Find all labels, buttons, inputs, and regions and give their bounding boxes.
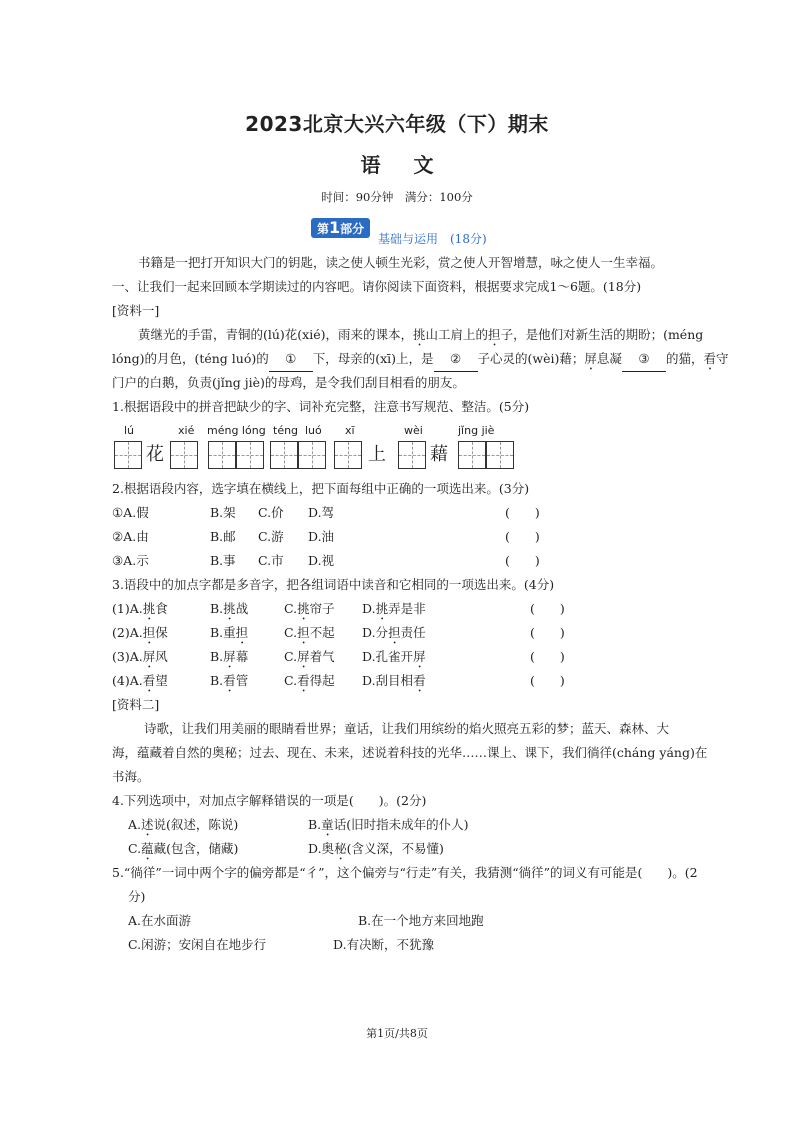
- q5-option-b[interactable]: B.在一个地方来回地跑: [358, 913, 484, 928]
- opt-text: C.: [284, 625, 298, 640]
- opt-text: 弄是非: [388, 601, 426, 616]
- grid-char: 花: [146, 444, 164, 465]
- material1-line3: 门户的白鹅，负责(jǐng jiè)的母鸡，是令我们刮目相看的朋友。: [112, 375, 465, 390]
- opt-text: (4)A.: [112, 673, 143, 688]
- pinyin-label: jǐng jiè: [458, 424, 495, 437]
- opt-text: B.: [210, 673, 224, 688]
- opt-text: C.: [128, 841, 142, 856]
- dotted-char: 秘: [334, 841, 347, 856]
- m1-text: 子，是他们对新生活的期盼；(méng: [500, 327, 704, 342]
- question-5-cont: 分): [128, 889, 146, 904]
- q3-option-a[interactable]: [112, 597, 168, 623]
- opt-text: 说(叙述，陈说): [153, 817, 239, 832]
- q3-option-c[interactable]: [284, 597, 335, 623]
- pinyin-label: téng: [273, 424, 299, 437]
- page-footer: 第1页/共8页: [366, 1027, 428, 1040]
- answer-paren[interactable]: ( ): [530, 625, 565, 640]
- dotted-char: 屏: [142, 649, 156, 664]
- q2-option-c[interactable]: C.价: [258, 505, 284, 520]
- q5-option-d[interactable]: D.有决断，不犹豫: [333, 937, 435, 952]
- q2-option-a[interactable]: ①A.假: [112, 505, 149, 520]
- m1-text: lóng)的月色，(téng luó)的: [112, 351, 269, 366]
- m1-text: 下，母亲的(xī)上，是: [312, 351, 434, 366]
- pinyin-label: luó: [305, 424, 322, 437]
- q3-option-b[interactable]: [210, 597, 248, 623]
- q2-option-a[interactable]: ②A.由: [112, 529, 149, 544]
- dotted-char: 童: [321, 817, 334, 832]
- dotted-char: 述: [141, 817, 154, 832]
- grid-cell[interactable]: [398, 441, 426, 469]
- m1-text: 息凝: [596, 351, 622, 366]
- blank-2[interactable]: ②: [434, 347, 478, 372]
- answer-paren[interactable]: ( ): [505, 553, 540, 568]
- material1-label: [资料一]: [112, 303, 160, 318]
- pinyin-label: wèi: [404, 424, 423, 437]
- q4-option-a[interactable]: [128, 813, 238, 839]
- badge-suffix: 部分: [340, 222, 365, 236]
- q3-option-b[interactable]: [210, 621, 248, 647]
- question-4: 4.下列选项中，对加点字解释错误的一项是( )。(2分): [112, 793, 427, 808]
- grid-cell[interactable]: [114, 441, 142, 469]
- opt-text: 话(旧时指未成年的仆人): [333, 817, 469, 832]
- answer-paren[interactable]: ( ): [505, 529, 540, 544]
- opt-text: C.: [284, 673, 298, 688]
- m1-text: 的猫，: [665, 351, 704, 366]
- opt-text: (3)A.: [112, 649, 143, 664]
- opt-text: 管: [235, 673, 249, 688]
- q4-option-c[interactable]: [128, 837, 238, 863]
- q3-option-a[interactable]: [112, 621, 168, 647]
- dotted-char: 看: [223, 673, 236, 688]
- q3-option-c[interactable]: [284, 669, 335, 695]
- q2-option-c[interactable]: C.游: [258, 529, 284, 544]
- material2-line1: 诗歌，让我们用美丽的眼睛看世界；童话，让我们用缤纷的焰火照亮五彩的梦；蓝天、森林、大: [144, 721, 670, 736]
- grid-cell[interactable]: [334, 441, 362, 469]
- dotted-char: 挑: [375, 601, 389, 616]
- pinyin-label: méng lóng: [207, 424, 266, 437]
- opt-text: 风: [155, 649, 168, 664]
- opt-text: B.重: [210, 625, 236, 640]
- pinyin-label: xié: [178, 424, 195, 437]
- opt-text: 望: [155, 673, 168, 688]
- dotted-char: 屏: [584, 351, 597, 366]
- grid-cell[interactable]: [298, 441, 326, 469]
- opt-text: 着气: [309, 649, 335, 664]
- pinyin-label: lú: [124, 424, 135, 437]
- question-5: 5.“徜徉”一词中两个字的偏旁都是“彳”，这个偏旁与“行走”有关，我猜测“徜徉”的词义有可能是( )。(2: [112, 865, 698, 880]
- q2-option-b[interactable]: B.事: [210, 553, 236, 568]
- q3-option-c[interactable]: [284, 645, 335, 671]
- q3-option-a[interactable]: [112, 645, 168, 671]
- grid-cell[interactable]: [236, 441, 264, 469]
- answer-paren[interactable]: ( ): [530, 649, 565, 664]
- opt-text: D.孔雀开: [362, 649, 414, 664]
- material1-line1: [138, 323, 703, 349]
- exam-meta: 时间：90分钟 满分：100分: [321, 190, 473, 204]
- q3-option-c[interactable]: [284, 621, 335, 647]
- answer-paren[interactable]: ( ): [530, 601, 565, 616]
- pinyin-label: xī: [345, 424, 355, 437]
- q3-option-a[interactable]: [112, 669, 168, 695]
- material2-line2: 海，蕴藏着自然的奥秘；过去、现在、未来，述说着科技的光华……课上、课下，我们徜徉(cháng yáng)在: [112, 745, 708, 760]
- q2-option-a[interactable]: ③A.示: [112, 553, 149, 568]
- m1-text: é)，雨来的课本，: [313, 327, 414, 342]
- opt-text: 得起: [309, 673, 335, 688]
- q2-option-b[interactable]: B.架: [210, 505, 236, 520]
- material2-line3: 书海。: [112, 769, 150, 784]
- page-title: 2023北京大兴六年级（下）期末: [245, 112, 549, 136]
- part-title: 基础与运用 (18分): [378, 232, 487, 246]
- m1-text: 子心灵的(wèi)藉；: [477, 351, 585, 366]
- q4-option-b[interactable]: [308, 813, 468, 839]
- opt-text: D.奥: [308, 841, 335, 856]
- opt-text: C.: [284, 649, 298, 664]
- opt-text: B.: [308, 817, 322, 832]
- question-2: 2.根据语段内容，选字填在横线上，把下面每组中正确的一项选出来。(3分): [112, 481, 530, 496]
- grid-cell[interactable]: [170, 441, 198, 469]
- q2-option-d[interactable]: D.油: [308, 529, 335, 544]
- q2-option-c[interactable]: C.市: [258, 553, 284, 568]
- opt-text: 战: [235, 601, 249, 616]
- dotted-char: 担: [388, 625, 401, 640]
- dotted-char: 屏: [297, 649, 310, 664]
- blank-1[interactable]: ①: [269, 347, 313, 372]
- q4-option-d[interactable]: [308, 837, 444, 863]
- opt-text: D.: [362, 601, 376, 616]
- dotted-char: 挑: [142, 601, 156, 616]
- answer-paren[interactable]: ( ): [530, 673, 565, 688]
- blank-3[interactable]: ③: [622, 347, 666, 372]
- grid-cell[interactable]: [486, 441, 514, 469]
- subject-title: 语 文: [360, 153, 434, 177]
- dotted-char: 挑: [413, 327, 426, 342]
- answer-paren[interactable]: ( ): [505, 505, 540, 520]
- q5-option-c[interactable]: C.闲游；安闲自在地步行: [128, 937, 267, 952]
- opt-text: D.分: [362, 625, 389, 640]
- opt-text: 责任: [400, 625, 426, 640]
- badge-prefix: 第: [317, 222, 330, 236]
- q5-option-a[interactable]: A.在水面游: [128, 913, 192, 928]
- material1-line2: [112, 347, 728, 373]
- q2-option-d[interactable]: D.驾: [308, 505, 335, 520]
- q3-option-b[interactable]: [210, 669, 248, 695]
- q2-option-d[interactable]: D.视: [308, 553, 335, 568]
- dotted-char: 屏: [413, 649, 426, 664]
- opt-text: 藏(包含，储藏): [153, 841, 239, 856]
- q3-option-d[interactable]: [362, 645, 426, 671]
- q3-option-d[interactable]: [362, 621, 426, 647]
- dotted-char: 看: [703, 351, 716, 366]
- opt-text: C.: [284, 601, 298, 616]
- part-badge: [311, 218, 370, 238]
- opt-text: B.: [210, 601, 224, 616]
- q3-option-d[interactable]: [362, 597, 426, 623]
- m1-text: 守: [715, 351, 729, 366]
- q2-option-b[interactable]: B.邮: [210, 529, 236, 544]
- opt-text: (含义深，不易懂): [346, 841, 444, 856]
- badge-number: 1: [329, 218, 341, 237]
- dotted-char: 蕴: [141, 841, 154, 856]
- dotted-char: 担: [488, 327, 501, 342]
- dotted-char: 挑: [297, 601, 310, 616]
- opt-text: 保: [155, 625, 168, 640]
- dotted-char: 看: [297, 673, 310, 688]
- opt-text: 帘子: [309, 601, 335, 616]
- opt-text: 不起: [309, 625, 335, 640]
- grid-cell[interactable]: [270, 441, 298, 469]
- opt-text: 幕: [235, 649, 249, 664]
- dotted-char: 担: [297, 625, 310, 640]
- dotted-char: 屏: [223, 649, 236, 664]
- opt-text: (1)A.: [112, 601, 143, 616]
- opt-text: (2)A.: [112, 625, 143, 640]
- m1-text: 黄继光的手雷，青铜的(lú)花(xi: [138, 327, 314, 342]
- grid-cell[interactable]: [458, 441, 486, 469]
- opt-text: A.: [128, 817, 142, 832]
- m1-text: 山工肩上的: [425, 327, 489, 342]
- intro-text: 书籍是一把打开知识大门的钥匙，读之使人顿生光彩，赏之使人开智增慧，咏之使人一生幸福。: [138, 255, 664, 270]
- dotted-char: 挑: [223, 601, 236, 616]
- dotted-char: 看: [142, 673, 156, 688]
- section1-heading: 一、让我们一起来回顾本学期读过的内容吧。请你阅读下面资料，根据要求完成1～6题。(18分): [112, 279, 642, 294]
- q3-option-b[interactable]: [210, 645, 248, 671]
- grid-cell[interactable]: [208, 441, 236, 469]
- question-3: 3.语段中的加点字都是多音字，把各组词语中读音和它相同的一项选出来。(4分): [112, 577, 555, 592]
- grid-char: 上: [368, 444, 386, 465]
- dotted-char: 担: [142, 625, 156, 640]
- opt-text: B.: [210, 649, 224, 664]
- q3-option-d[interactable]: [362, 669, 426, 695]
- dotted-char: 看: [413, 673, 426, 688]
- opt-text: D.刮目相: [362, 673, 414, 688]
- opt-text: 食: [155, 601, 168, 616]
- material2-label: [资料二]: [112, 697, 160, 712]
- dotted-char: 担: [235, 625, 249, 640]
- grid-char: 藉: [430, 444, 448, 465]
- question-1: 1.根据语段中的拼音把缺少的字、词补充完整，注意书写规范、整洁。(5分): [112, 399, 530, 414]
